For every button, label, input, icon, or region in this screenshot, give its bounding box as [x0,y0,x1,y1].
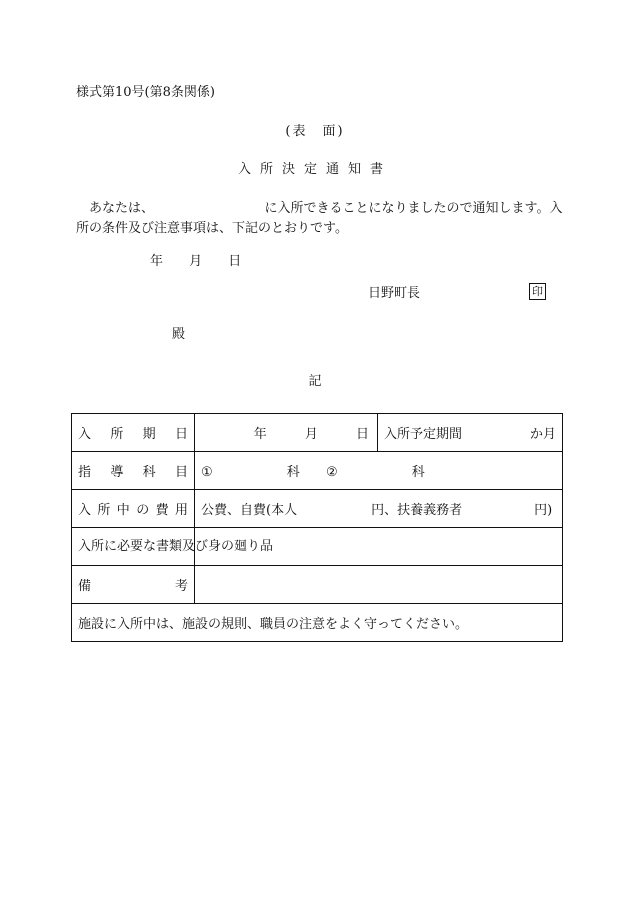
ki-heading: 記 [308,374,322,389]
table-row [72,604,563,642]
admission-info-table [71,413,563,642]
subject-1-ka: 科 [286,465,300,480]
issue-date-line: 年 月 日 [150,254,242,269]
document-title: 入所決定通知書 [237,162,392,177]
subject-2-marker: ② [325,465,338,480]
costs-text-b: 円、扶養義務者 [371,503,463,518]
admission-period-cell [378,414,563,452]
table-row [72,452,563,490]
label-subjects: 指導科目 [72,452,195,490]
issuer-name: 日野町長 [368,286,421,301]
form-number: 様式第10号(第8条関係) [76,85,215,100]
label-costs: 入所中の費用 [72,490,195,528]
addressee-honorific: 殿 [172,327,186,342]
table-row [72,414,563,452]
admission-period-label: 入所予定期間 [384,427,463,442]
side-label: (表 面) [285,124,345,139]
facility-rules-note: 施設に入所中は、施設の規則、職員の注意をよく守ってください。 [72,604,563,642]
costs-value [195,490,563,528]
notice-body-text: あなたは、 に入所できることになりましたので通知します。入所の条件及び注意事項は、下記のとおりです。 [76,201,563,236]
table-row [72,566,563,604]
subject-2-ka: 科 [411,465,425,480]
remarks-value [195,566,563,604]
table-row [72,490,563,528]
subjects-value [195,452,563,490]
admission-date-value: 年 月 日 [195,414,378,452]
table-row [72,528,563,566]
label-admission-date: 入所期日 [72,414,195,452]
label-required-items: 入所に必要な書類及び身の廻り品 [72,528,195,566]
admission-period-unit: か月 [529,427,556,442]
label-remarks: 備考 [72,566,195,604]
subject-1-marker: ① [201,465,213,480]
costs-text-c: 円) [534,503,553,518]
seal-mark: 印 [529,283,546,300]
costs-text-a: 公費、自費(本人 [201,503,298,518]
